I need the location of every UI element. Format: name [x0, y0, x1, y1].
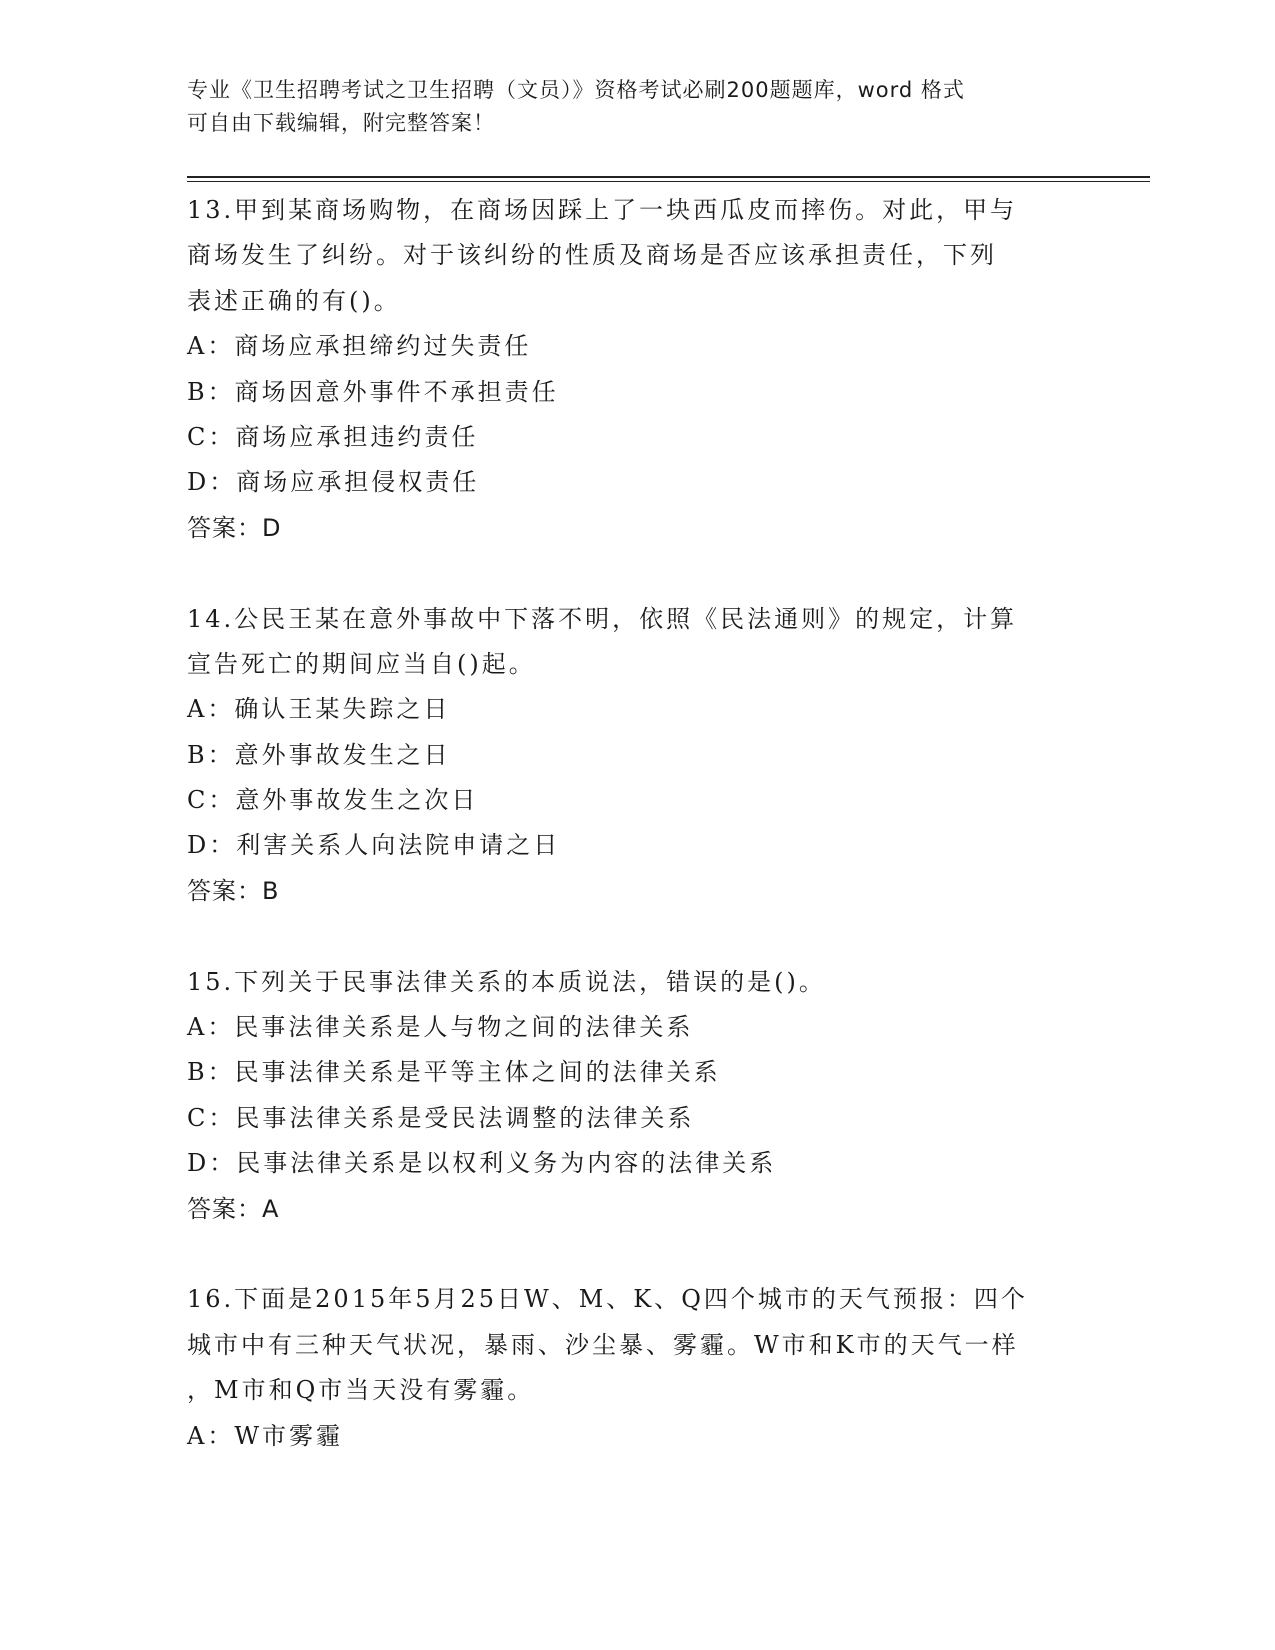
- question-stem-line: 城市中有三种天气状况，暴雨、沙尘暴、雾霾。W市和K市的天气一样: [187, 1330, 1019, 1359]
- header-line-1: 专业《卫生招聘考试之卫生招聘（文员）》资格考试必刷200题题库，word 格式: [187, 78, 965, 102]
- option-a: A：商场应承担缔约过失责任: [187, 332, 532, 361]
- question-15: [187, 960, 1087, 1278]
- question-stem-line: 表述正确的有()。: [187, 286, 401, 315]
- question-stem-line: ，M市和Q市当天没有雾霾。: [187, 1376, 535, 1405]
- question-list: [187, 188, 1087, 1459]
- option-d: D：民事法律关系是以权利义务为内容的法律关系: [187, 1149, 777, 1178]
- question-stem-line: 商场发生了纠纷。对于该纠纷的性质及商场是否应该承担责任，下列: [187, 241, 997, 270]
- answer-line: 答案：B: [187, 876, 280, 905]
- header-divider-thin: [187, 181, 1150, 182]
- header-line-2: 可自由下载编辑，附完整答案！: [187, 111, 495, 135]
- question-spacer: [187, 551, 1087, 596]
- question-stem-line: 15.下列关于民事法律关系的本质说法，错误的是()。: [187, 967, 826, 996]
- option-b: B：民事法律关系是平等主体之间的法律关系: [187, 1058, 721, 1087]
- option-c: C：意外事故发生之次日: [187, 786, 479, 815]
- question-16: [187, 1277, 1087, 1459]
- option-d: D：商场应承担侵权责任: [187, 468, 480, 497]
- question-stem-line: 14.公民王某在意外事故中下落不明，依照《民法通则》的规定，计算: [187, 604, 1018, 633]
- option-a: A：民事法律关系是人与物之间的法律关系: [187, 1013, 694, 1042]
- question-stem-line: 宣告死亡的期间应当自()起。: [187, 649, 536, 678]
- answer-line: 答案：D: [187, 513, 282, 542]
- option-a: A：W市雾霾: [187, 1421, 343, 1450]
- option-a: A：确认王某失踪之日: [187, 695, 451, 724]
- option-b: B：意外事故发生之日: [187, 740, 451, 769]
- answer-line: 答案：A: [187, 1194, 280, 1223]
- question-spacer: [187, 914, 1087, 959]
- option-c: C：商场应承担违约责任: [187, 422, 479, 451]
- header-divider-thick: [187, 176, 1150, 178]
- question-13: [187, 188, 1087, 597]
- option-d: D：利害关系人向法院申请之日: [187, 831, 561, 860]
- document-header: [187, 74, 1067, 140]
- option-c: C：民事法律关系是受民法调整的法律关系: [187, 1103, 695, 1132]
- question-spacer: [187, 1232, 1087, 1277]
- question-stem-line: 13.甲到某商场购物，在商场因踩上了一块西瓜皮而摔伤。对此，甲与: [187, 196, 1018, 224]
- question-stem-line: 16.下面是2015年5月25日W、M、K、Q四个城市的天气预报：四个: [187, 1285, 1028, 1314]
- question-14: [187, 597, 1087, 960]
- option-b: B：商场因意外事件不承担责任: [187, 377, 559, 406]
